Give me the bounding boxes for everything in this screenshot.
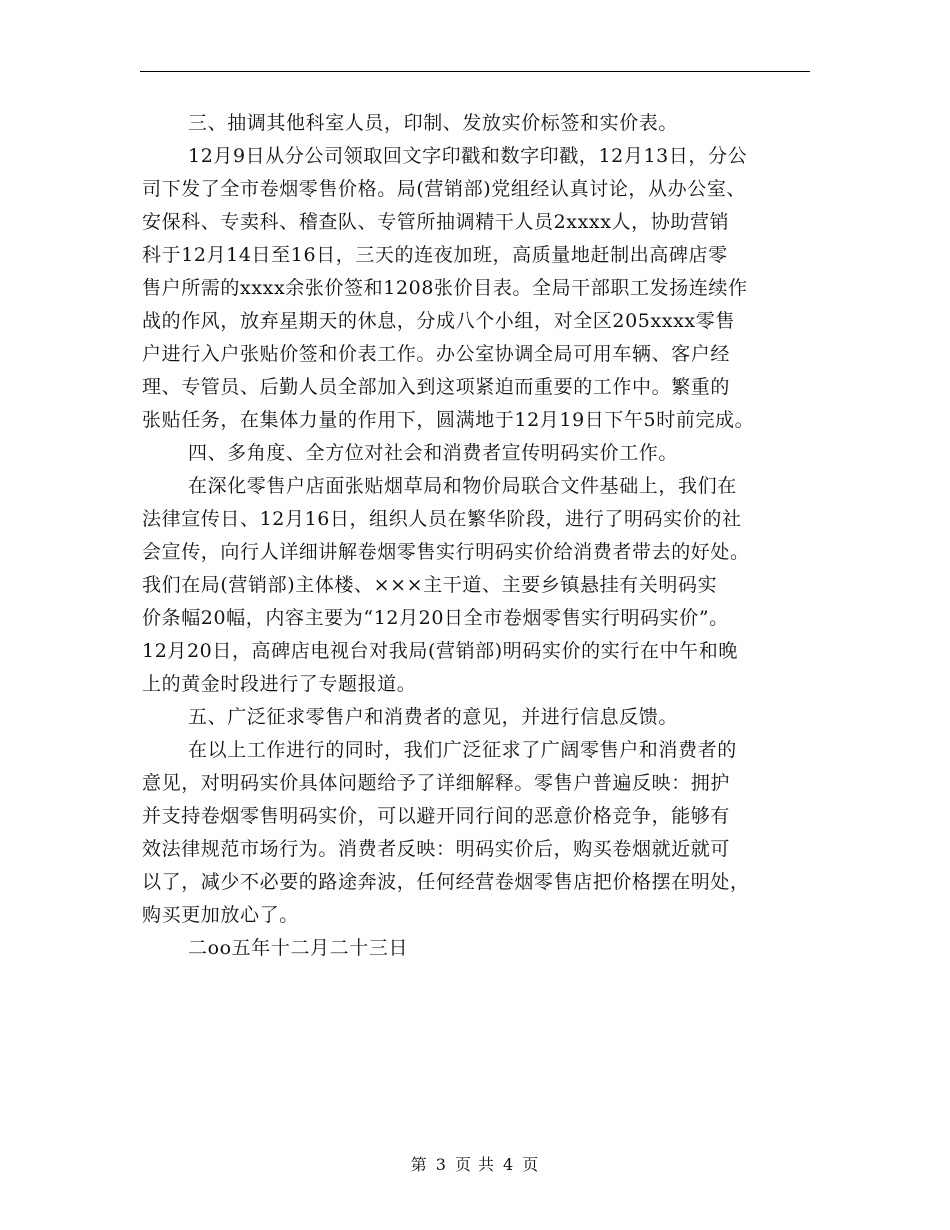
page-number: 3 [435,1155,447,1174]
page-middle: 页 共 [454,1155,496,1174]
paragraph-line: 战的作风，放弃星期天的休息，分成八个小组，对全区205xxxx零售 [142,310,735,332]
paragraph-line: 上的黄金时段进行了专题报道。 [142,673,417,695]
paragraph-line: 在深化零售户店面张贴烟草局和物价局联合文件基础上，我们在 [188,475,737,497]
paragraph-line: 理、专管员、后勤人员全部加入到这项紧迫而重要的工作中。繁重的 [142,376,731,398]
document-date: 二oo五年十二月二十三日 [188,937,409,959]
paragraph-line: 购买更加放心了。 [142,904,299,926]
paragraph-line: 张贴任务，在集体力量的作用下，圆满地于12月19日下午5时前完成。 [142,409,755,431]
paragraph-line: 售户所需的xxxx余张价签和1208张价目表。全局干部职工发扬连续作 [142,277,748,299]
page-prefix: 第 [410,1155,428,1174]
paragraph-line: 法律宣传日、12月16日，组织人员在繁华阶段，进行了明码实价的社 [142,508,742,530]
paragraph-line: 在以上工作进行的同时，我们广泛征求了广阔零售户和消费者的 [188,739,737,761]
paragraph-line: 户进行入户张贴价签和价表工作。办公室协调全局可用车辆、客户经 [142,343,731,365]
page-suffix: 页 [522,1155,540,1174]
page-footer [0,1152,950,1175]
paragraph-line: 会宣传，向行人详细讲解卷烟零售实行明码实价给消费者带去的好处。 [142,541,750,563]
paragraph-line: 12月9日从分公司领取回文字印戳和数字印戳，12月13日，分公 [188,145,748,167]
paragraph-line: 价条幅20幅，内容主要为“12月20日全市卷烟零售实行明码实价”。 [142,607,729,629]
paragraph-line: 我们在局(营销部)主体楼、×××主干道、主要乡镇悬挂有关明码实 [142,574,718,596]
page-total: 4 [503,1155,515,1174]
paragraph-line: 并支持卷烟零售明码实价，可以避开同行间的恶意价格竞争，能够有 [142,805,731,827]
paragraph-line: 科于12月14日至16日，三天的连夜加班，高质量地赶制出高碑店零 [142,244,728,266]
paragraph-line: 意见，对明码实价具体问题给予了详细解释。零售户普遍反映：拥护 [142,772,731,794]
paragraph-line: 以了，减少不必要的路途奔波，任何经营卷烟零售店把价格摆在明处， [142,871,750,893]
paragraph-line: 司下发了全市卷烟零售价格。局(营销部)党组经认真讨论，从办公室、 [142,178,747,200]
paragraph-line: 12月20日，高碑店电视台对我局(营销部)明码实价的实行在中午和晚 [142,640,738,662]
section-heading-4: 四、多角度、全方位对社会和消费者宣传明码实价工作。 [188,442,679,464]
paragraph-line: 效法律规范市场行为。消费者反映：明码实价后，购买卷烟就近就可 [142,838,731,860]
section-heading-5: 五、广泛征求零售户和消费者的意见，并进行信息反馈。 [188,706,679,728]
section-heading-3: 三、抽调其他科室人员，印制、发放实价标签和实价表。 [188,112,679,134]
paragraph-line: 安保科、专卖科、稽查队、专管所抽调精干人员2xxxx人，协助营销 [142,211,730,233]
document-body [142,107,832,965]
header-rule [140,71,810,72]
